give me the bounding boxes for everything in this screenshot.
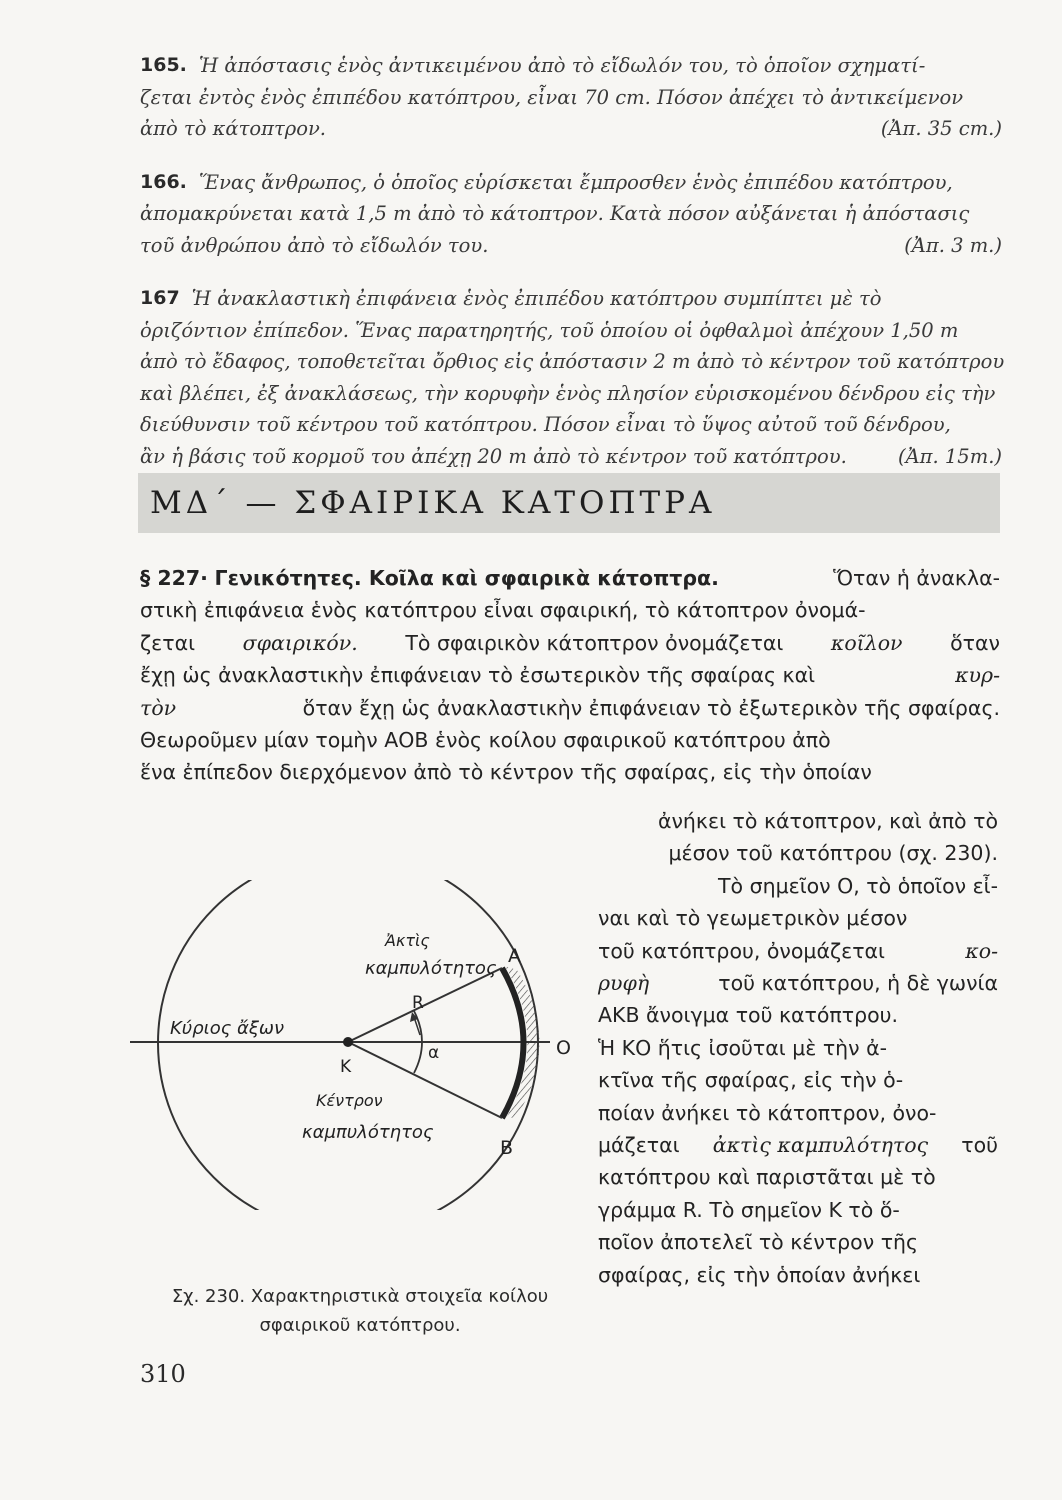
text-fragment: ζεται	[140, 630, 196, 655]
text-line	[140, 724, 1000, 756]
text-line	[140, 594, 1000, 626]
term-concave: κοῖλον	[830, 630, 903, 655]
figure-caption	[135, 1282, 585, 1340]
text-line	[598, 805, 998, 837]
text-line	[598, 999, 998, 1031]
text-line	[140, 756, 1000, 788]
text-line	[598, 1259, 998, 1291]
text-fragment: κτῖνα τῆς σφαίρας, εἰς τὴν ὁ-	[598, 1068, 904, 1093]
text-fragment: γράμμα R. Τὸ σημεῖον Κ τὸ ὅ-	[598, 1197, 900, 1222]
label-point-o: O	[556, 1037, 571, 1059]
term-vertex: κο-	[965, 938, 998, 963]
caption-line: Σχ. 230. Χαρακτηριστικὰ στοιχεῖα κοίλου	[171, 1286, 549, 1307]
term-vertex: ρυφὴ	[598, 971, 650, 996]
text-line	[140, 659, 1000, 691]
problem-167	[140, 283, 1005, 472]
text-fragment: ποῖον ἀποτελεῖ τὸ κέντρον τῆς	[598, 1230, 919, 1255]
paragraph-heading	[140, 562, 719, 594]
problem-number: 166.	[140, 170, 187, 193]
problems-section	[140, 50, 1005, 494]
label-angle: α	[428, 1043, 440, 1063]
text-fragment: Θεωροῦμεν μίαν τομὴν ΑΟΒ ἑνὸς κοίλου σφαιρικοῦ κατόπτρου ἀπὸ	[140, 728, 831, 753]
label-center-2: καμπυλότητος	[302, 1122, 434, 1143]
problem-text: ὁριζόντιον ἐπίπεδον. Ἕνας παρατηρητής, τοῦ ὁποίου οἱ ὀφθαλμοὶ ἀπέχουν 1,50 m	[140, 318, 959, 342]
problem-text: ἂν ἡ βάσις τοῦ κορμοῦ του ἀπέχῃ 20 m ἀπὸ τὸ κέντρον τοῦ κατόπτρου.	[140, 444, 847, 468]
text-line	[598, 870, 998, 902]
main-paragraph	[140, 562, 1000, 789]
problem-text: Ἡ ἀνακλαστικὴ ἐπιφάνεια ἑνὸς ἐπιπέδου κατόπτρου συμπίπτει μὲ τὸ	[191, 287, 882, 310]
problem-text: τοῦ ἀνθρώπου ἀπὸ τὸ εἴδωλόν του.	[140, 233, 489, 257]
problem-text: Ἕνας ἄνθρωπος, ὁ ὁποῖος εὑρίσκεται ἔμπροσθεν ἑνὸς ἐπιπέδου κατόπτρου,	[198, 170, 953, 194]
problem-line	[140, 50, 1002, 82]
text-fragment: τοῦ	[961, 1133, 998, 1158]
page-number: 310	[140, 1360, 186, 1388]
problem-line	[140, 346, 1005, 378]
problem-answer: (Ἀπ. 15m.)	[897, 444, 1002, 468]
problem-line	[140, 441, 1002, 473]
section-number: § 227·	[140, 566, 208, 590]
text-line	[598, 902, 998, 934]
text-fragment: ὅταν ἔχῃ ὡς ἀνακλαστικὴν ἐπιφάνειαν τὸ ἐξωτερικὸν τῆς σφαίρας.	[302, 695, 1000, 720]
label-axis: Κύριος ἄξων	[170, 1018, 285, 1039]
text-fragment: ναι καὶ τὸ γεωμετρικὸν μέσον	[598, 906, 908, 931]
problem-number: 165.	[140, 54, 187, 76]
radius-line-ka	[348, 968, 502, 1042]
label-point-b: B	[500, 1137, 514, 1159]
label-center-1: Κέντρον	[316, 1091, 383, 1110]
text-fragment: κατόπτρου καὶ παριστᾶται μὲ τὸ	[598, 1165, 936, 1190]
text-fragment: ἀνήκει τὸ κάτοπτρον, καὶ ἀπὸ τὸ	[657, 809, 998, 833]
text-line	[598, 1129, 998, 1161]
center-point-k	[343, 1037, 353, 1047]
problem-line	[140, 167, 1002, 199]
term-radius-of-curvature: ἀκτὶς καμπυλότητος	[712, 1133, 929, 1158]
problem-line	[140, 230, 1002, 262]
text-fragment: σφαίρας, εἰς τὴν ὁποίαν ἀνήκει	[598, 1262, 921, 1287]
text-line	[140, 627, 1000, 659]
problem-text: ἀπομακρύνεται κατὰ 1,5 m ἀπὸ τὸ κάτοπτρον. Κατὰ πόσον αὐξάνεται ἡ ἀπόστασις	[140, 202, 970, 225]
text-fragment: τοῦ κατόπτρου, ἡ δὲ γωνία	[718, 971, 998, 996]
problem-line	[140, 113, 1002, 145]
label-radius-1: Ἀκτὶς	[385, 931, 430, 950]
problem-166	[140, 167, 1002, 262]
caption-line: σφαιρικοῦ κατόπτρου.	[259, 1315, 461, 1336]
text-line	[598, 1194, 998, 1226]
problem-line	[140, 315, 1002, 347]
text-fragment: στικὴ ἐπιφάνεια ἑνὸς κατόπτρου εἶναι σφαιρική, τὸ κάτοπτρον ὀνομά-	[140, 598, 866, 623]
label-point-r: R	[412, 993, 424, 1013]
problem-line	[140, 198, 1002, 230]
heading-text: Γενικότητες. Κοῖλα καὶ σφαιρικὰ κάτοπτρα.	[214, 566, 719, 590]
text-fragment: ὅταν	[950, 630, 1000, 655]
term-spherical: σφαιρικόν.	[242, 630, 358, 655]
text-fragment: Τὸ σημεῖον Ο, τὸ ὁποῖον εἶ-	[718, 873, 998, 898]
term-convex: κυρ-	[955, 663, 1000, 688]
label-point-k: K	[340, 1057, 352, 1077]
section-banner	[138, 473, 1000, 533]
text-line	[598, 1161, 998, 1193]
text-line	[598, 1064, 998, 1096]
problem-text: διεύθυνσιν τοῦ κέντρου τοῦ κατόπτρου. Πόσον εἶναι τὸ ὕψος αὐτοῦ τοῦ δένδρου,	[140, 413, 951, 436]
problem-text: καὶ βλέπει, ἐξ ἀνακλάσεως, τὴν κορυφὴν ἑνὸς πλησίον εὑρισκομένου δένδρου εἰς τὴν	[140, 381, 996, 405]
text-fragment: τοῦ κατόπτρου, ὀνομάζεται	[598, 938, 885, 963]
text-line	[598, 837, 998, 869]
problem-number: 167	[140, 287, 180, 309]
term-convex: τὸν	[140, 695, 177, 720]
problem-165	[140, 50, 1002, 145]
text-line	[140, 562, 1000, 594]
text-line	[598, 1097, 998, 1129]
label-radius-2: καμπυλότητος	[365, 958, 497, 979]
text-fragment: ΑΚΒ ἄνοιγμα τοῦ κατόπτρου.	[598, 1003, 899, 1028]
label-point-a: A	[508, 945, 521, 967]
text-line	[598, 1226, 998, 1258]
right-column-text	[598, 805, 998, 1291]
problem-answer: (Ἀπ. 3 m.)	[904, 233, 1002, 257]
problem-line	[140, 283, 1002, 315]
problem-text: Ἡ ἀπόστασις ἑνὸς ἀντικειμένου ἀπὸ τὸ εἴδωλόν του, τὸ ὁποῖον σχηματί-	[198, 54, 926, 77]
problem-text: ἀπὸ τὸ ἔδαφος, τοποθετεῖται ὄρθιος εἰς ἀπόστασιν 2 m ἀπὸ τὸ κέντρον τοῦ κατόπτρου	[140, 350, 1005, 373]
text-fragment: μάζεται	[598, 1133, 680, 1158]
problem-text: ἀπὸ τὸ κάτοπτρον.	[140, 117, 326, 140]
text-fragment: Ὅταν ἡ ἀνακλα-	[833, 566, 1000, 590]
text-fragment: ποίαν ἀνήκει τὸ κάτοπτρον, ὀνο-	[598, 1100, 937, 1125]
text-fragment: Ἡ ΚΟ ἥτις ἰσοῦται μὲ τὴν ἀ-	[598, 1035, 888, 1060]
problem-answer: (Ἀπ. 35 cm.)	[880, 117, 1002, 140]
text-line	[140, 692, 1000, 724]
problem-line	[140, 378, 1002, 410]
text-line	[598, 1032, 998, 1064]
text-fragment: Τὸ σφαιρικὸν κάτοπτρον ὀνομάζεται	[405, 630, 784, 655]
text-fragment: ἔχῃ ὡς ἀνακλαστικὴν ἐπιφάνειαν τὸ ἐσωτερικὸν τῆς σφαίρας καὶ	[140, 663, 816, 688]
section-title: ΜΔ΄ — ΣΦΑΙΡΙΚΑ ΚΑΤΟΠΤΡΑ	[150, 485, 716, 521]
problem-line	[140, 82, 1002, 114]
problem-line	[140, 409, 1002, 441]
text-fragment: ἕνα ἐπίπεδον διερχόμενον ἀπὸ τὸ κέντρον τῆς σφαίρας, εἰς τὴν ὁποίαν	[140, 760, 872, 785]
text-line	[598, 935, 998, 967]
figure-230-diagram	[130, 880, 600, 1210]
text-line	[598, 967, 998, 999]
problem-text: ζεται ἐντὸς ἑνὸς ἐπιπέδου κατόπτρου, εἶναι 70 cm. Πόσον ἀπέχει τὸ ἀντικείμενον	[140, 85, 964, 109]
text-fragment: μέσον τοῦ κατόπτρου (σχ. 230).	[668, 841, 998, 866]
